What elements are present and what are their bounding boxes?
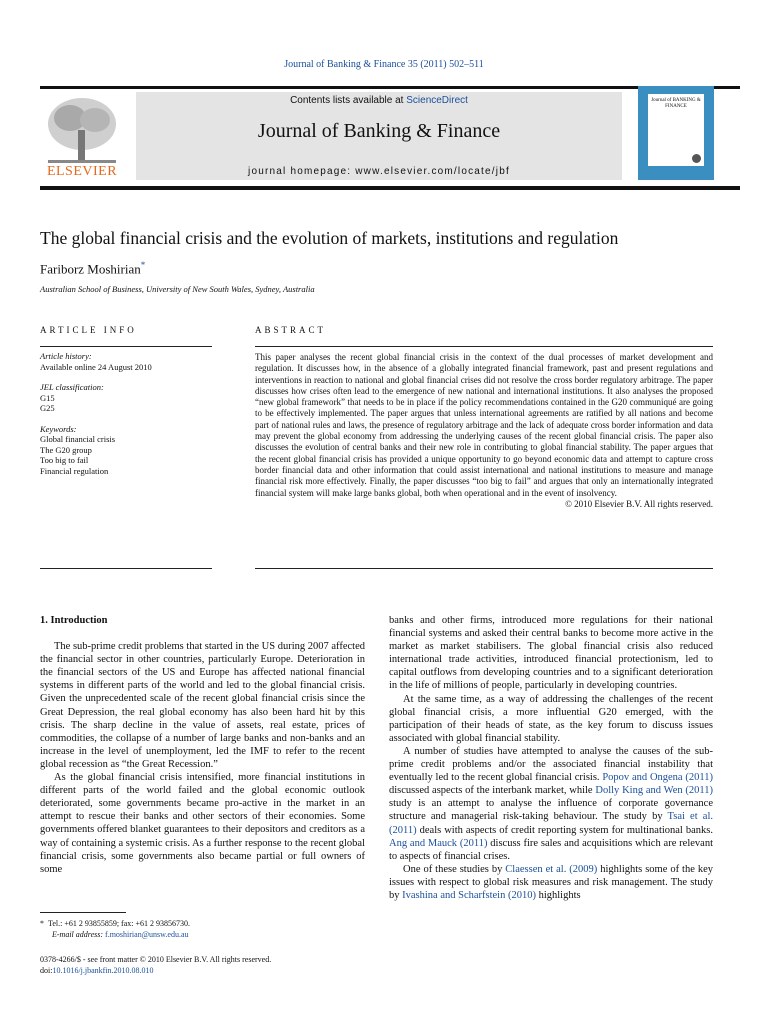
footnote-rule bbox=[40, 912, 126, 913]
paragraph: As the global financial crisis intensified, more financial institutions in different parts of the world failed and the global economic outlook deteriorated, some governments became pro-active in the market in an attempt to rescue their banks and other sectors of their economies. Some governments offered blanket guarantees to their depositors and creditors as a way of containing a systemic crisis. As a further response to the recent global financial crisis, some governments also became partial or full owners of some bbox=[40, 772, 365, 875]
author-name: Fariborz Moshirian bbox=[40, 261, 141, 277]
cover-text: Journal of BANKING & FINANCE bbox=[651, 98, 701, 109]
history-value: Available online 24 August 2010 bbox=[40, 361, 152, 372]
jel-code: G25 bbox=[40, 403, 55, 413]
issn-line: 0378-4266/$ - see front matter © 2010 Elsevier B.V. All rights reserved. bbox=[40, 955, 272, 964]
citation-link[interactable]: Ivashina and Scharfstein (2010) bbox=[402, 889, 536, 901]
doi-label: doi: bbox=[40, 966, 53, 975]
abstract bbox=[255, 352, 713, 510]
article-history bbox=[40, 351, 212, 372]
footnote-phone: Tel.: +61 2 93855859; fax: +61 2 93856730. bbox=[48, 919, 191, 928]
sciencedirect-link[interactable]: ScienceDirect bbox=[406, 95, 468, 106]
citation-link[interactable]: Tsai et al. (2011) bbox=[389, 811, 713, 836]
text-run: highlights bbox=[535, 889, 581, 901]
journal-title: Journal of Banking & Finance bbox=[257, 120, 501, 142]
keyword: Financial regulation bbox=[40, 465, 109, 476]
text-run: discussed aspects of the interbank market, while bbox=[389, 785, 596, 797]
history-label: Article history: bbox=[40, 351, 92, 361]
paragraph: The sub-prime credit problems that started in the US during 2007 affected the financial sector in other countries, particularly Europe. Deterioration in the financial sectors of the US and Europe has affected national financial systems in different parts of the world and led to the global financial crisis. Given the unprecedented scale of the recent global financial crisis since the Great Depression, the real global economy has also been hard hit by this crisis. The sharp decline in the value of assets, real estate, prices of commodities, the collapse of a number of large banks and non-banks and an increase in the level of unemployment, led the IMF to refer to the recent global recession as “the Great Recession.” bbox=[40, 641, 365, 770]
citation-link[interactable]: Dolly King and Wen (2011) bbox=[595, 785, 713, 797]
abstract-copyright: © 2010 Elsevier B.V. All rights reserved. bbox=[565, 498, 713, 509]
keywords-label: Keywords: bbox=[40, 423, 77, 434]
text-run: A number of studies have attempted to analyse the causes of the sub-prime credit problems and/or the associated financial instability that eventually led to the recent global financial crisis. bbox=[389, 745, 713, 784]
author-affiliation: Australian School of Business, University of New South Wales, Sydney, Australia bbox=[40, 284, 315, 294]
abstract-text: This paper analyses the recent global financial crisis in the context of the dual processes of market development and regulation. It discusses how, in the absence of a globally integrated financial framework, past and present regulations and interventions in reaction to national and global financial crises did not resolve the cross border regulatory arbitrage. The paper discusses how crises often lead to the emergence of new national and international institutions. It also analyses the proposed “new global framework” that needs to be in place if the policy recommendations contained in the G20 communiqué are going to be effectively implemented. The paper argues that unless international agreements are ratified by all nations and become part of national rules and laws, the presence of regulatory arbitrage and the lack of adequate cross border information and data may prevent the global economy from addressing the underlying causes of the recent global financial crisis. The paper also discusses the evolution of central banks and their new role in contributing to global financial stability. The paper argues that the recent global financial crisis has provided a unique opportunity to go beyond economic data and attempt to capture cross border financial data and other information that could assist international and national institutions to measure and manage financial risk more effectively. Finally, the paper discusses “too big to fail” and argues that only an internationally integrated financial system will make large banks global, both when operational and in the event of insolvency. bbox=[255, 352, 713, 498]
body-left-column bbox=[40, 614, 365, 876]
cover-badge-icon bbox=[692, 154, 701, 163]
abstract-bottom-rule bbox=[255, 568, 713, 569]
text-run: highlights some of the key issues with respect to global risk measures and risk management. The study by bbox=[389, 863, 713, 901]
journal-banner bbox=[136, 92, 622, 180]
citation-link[interactable]: Claessen et al. (2009) bbox=[505, 863, 598, 875]
author bbox=[40, 260, 145, 277]
article-info-bottom-rule bbox=[40, 568, 212, 569]
elsevier-logo bbox=[40, 90, 124, 182]
paragraph bbox=[389, 745, 713, 863]
footnote-mark: * bbox=[40, 919, 44, 928]
footnote bbox=[40, 918, 190, 940]
doi-line bbox=[40, 965, 271, 976]
footnote-email bbox=[40, 929, 190, 940]
paragraph: banks and other firms, introduced more regulations for their national financial systems and asked their central banks to become more active in the market as market stabilisers. The global financial crisis also reduced international trade activities, introduced financial protectionism, led to capital outflows from developing countries and to a significant deterioration in the life of millions of people, particularly in developing countries. bbox=[389, 615, 713, 692]
jel-label: JEL classification: bbox=[40, 382, 104, 392]
text-run: discuss fire sales and acquisitions which are relevant to aspects of financial crises. bbox=[389, 837, 713, 862]
paragraph bbox=[389, 863, 713, 902]
abstract-heading: ABSTRACT bbox=[255, 325, 327, 335]
text-run: deals with aspects of credit reporting system for multinational banks. bbox=[416, 824, 713, 836]
citation-link[interactable]: Popov and Ongena (2011) bbox=[602, 772, 713, 784]
article-title: The global financial crisis and the evolution of markets, institutions and regulation bbox=[40, 228, 619, 248]
contents-prefix: Contents lists available at bbox=[290, 95, 407, 106]
footnote-contact bbox=[40, 918, 190, 929]
text-run: One of these studies by bbox=[403, 863, 506, 875]
text-run: study is an attempt to analyse the influence of corporate governance structure and managerial risk-taking behaviour. The study by bbox=[389, 798, 713, 823]
page-footer bbox=[40, 954, 271, 976]
journal-cover bbox=[638, 86, 714, 180]
keywords bbox=[40, 424, 212, 477]
jel-code: G15 bbox=[40, 392, 55, 403]
journal-cover-panel bbox=[648, 94, 704, 166]
email-link[interactable]: f.moshirian@unsw.edu.au bbox=[105, 930, 189, 939]
article-info-rule bbox=[40, 346, 212, 347]
header-bottom-rule bbox=[40, 186, 740, 190]
email-label: E-mail address: bbox=[52, 930, 106, 939]
abstract-rule bbox=[255, 346, 713, 347]
paragraph: At the same time, as a way of addressing the challenges of the recent global financial crisis, a more influential G20 emerged, with the participation of their heads of state, as the key forum to discuss issues associated with global financial stability. bbox=[389, 693, 713, 744]
journal-reference[interactable]: Journal of Banking & Finance 35 (2011) 502–511 bbox=[284, 59, 484, 70]
body-right-column bbox=[389, 614, 713, 902]
publisher-name: ELSEVIER bbox=[46, 164, 118, 179]
citation-link[interactable]: Ang and Mauck (2011) bbox=[389, 837, 488, 849]
keyword: The G20 group bbox=[40, 444, 92, 455]
section-heading: 1. Introduction bbox=[40, 615, 108, 626]
article-info-heading: ARTICLE INFO bbox=[40, 325, 137, 335]
jel-classification bbox=[40, 382, 212, 414]
heading-spacer bbox=[40, 627, 365, 640]
article-info bbox=[40, 351, 212, 486]
header-top-rule bbox=[40, 86, 740, 89]
doi-link[interactable]: 10.1016/j.jbankfin.2010.08.010 bbox=[52, 966, 154, 975]
keyword: Global financial crisis bbox=[40, 434, 116, 444]
author-footnote-mark[interactable]: * bbox=[140, 260, 146, 270]
keyword: Too big to fail bbox=[40, 455, 89, 465]
contents-line bbox=[136, 95, 622, 106]
journal-homepage[interactable]: journal homepage: www.elsevier.com/locate/jbf bbox=[248, 166, 510, 177]
